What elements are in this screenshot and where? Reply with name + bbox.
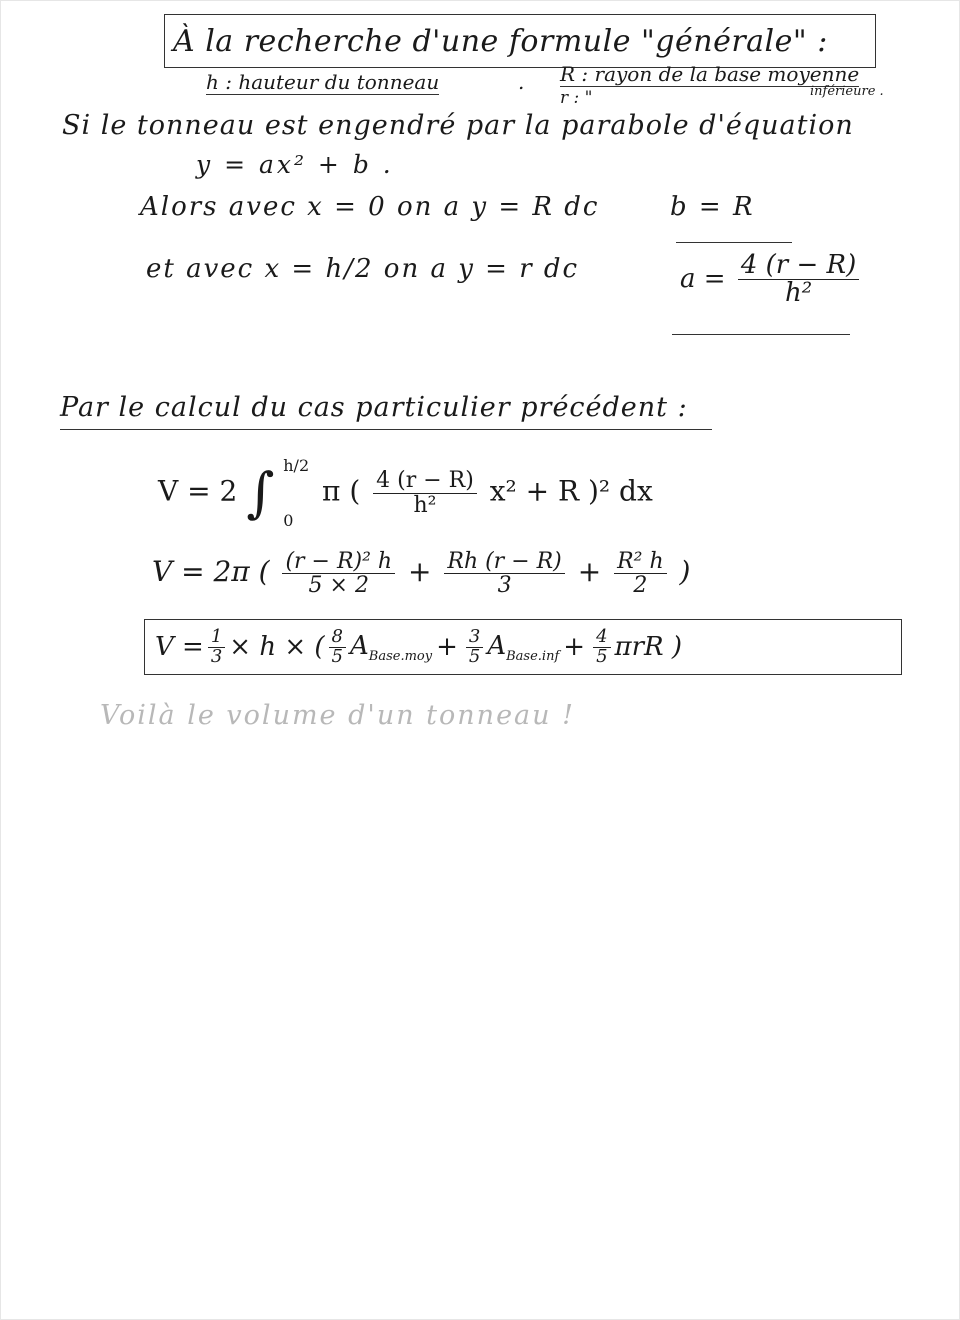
result-a <box>680 252 863 308</box>
expansion-term-1-denominator: 5 × 2 <box>308 573 369 599</box>
expansion-plus-2: + <box>577 555 602 589</box>
expansion-close: ) <box>679 555 691 589</box>
final-fraction-1 <box>208 625 225 667</box>
final-plus-1: + <box>436 632 458 662</box>
final-fraction-2-denominator: 5 <box>331 645 343 667</box>
integral-upper-limit: h/2 <box>283 456 310 475</box>
area-base-inf <box>487 631 559 664</box>
expansion-term-2-denominator: 3 <box>497 573 512 599</box>
result-a-fraction <box>738 252 859 308</box>
area-base-moy-symbol: A <box>350 630 369 661</box>
parabola-equation: y = ax² + b . <box>196 150 394 179</box>
expansion-plus-1: + <box>408 555 432 589</box>
expansion-term-3-numerator: R² h <box>614 550 667 574</box>
final-fraction-2 <box>329 625 346 667</box>
area-base-moy <box>350 631 432 664</box>
final-fraction-4-denominator: 5 <box>596 645 608 667</box>
result-a-underline <box>672 334 850 335</box>
expansion-term-2 <box>444 550 564 597</box>
final-fraction-4 <box>593 625 610 667</box>
case-x-half-h: et avec x = h/2 on a y = r dc <box>146 254 580 284</box>
definition-R: R : rayon de la base moyenne <box>560 62 860 86</box>
final-fraction-1-denominator: 3 <box>210 645 223 667</box>
integral-limits <box>283 456 309 530</box>
expansion-term-1-numerator: (r − R)² h <box>282 550 395 574</box>
final-fraction-4-numerator: 4 <box>593 628 610 648</box>
integral-lower-limit: 0 <box>283 511 294 530</box>
final-formula-box <box>144 619 902 675</box>
expansion-term-3 <box>614 550 667 597</box>
result-b: b = R <box>670 192 755 222</box>
integral-numerator: 4 (r − R) <box>373 469 477 493</box>
page-title: À la recherche d'une formule "générale" : <box>164 14 876 68</box>
integral-denominator: h² <box>413 492 437 518</box>
hypothesis-sentence: Si le tonneau est engendré par la parabole d'équation <box>62 110 854 141</box>
integral-fraction <box>373 469 477 516</box>
definition-h: h : hauteur du tonneau <box>206 70 440 94</box>
conclusion-note: Voilà le volume d'un tonneau ! <box>100 700 575 731</box>
definition-separator: . <box>518 70 525 94</box>
integral-sign-icon: ∫ <box>246 461 275 524</box>
expansion-term-2-numerator: Rh (r − R) <box>444 550 564 574</box>
section-heading: Par le calcul du cas particulier précédent : <box>60 392 712 430</box>
final-tail: πrR ) <box>614 632 683 662</box>
definition-inferieure: inférieure . <box>810 84 884 99</box>
final-fraction-1-numerator: 1 <box>208 628 225 648</box>
result-a-lhs: a = <box>680 263 726 294</box>
area-base-inf-symbol: A <box>487 630 507 661</box>
final-fraction-3-numerator: 3 <box>466 628 483 648</box>
area-base-moy-subscript: Base.moy <box>368 648 433 664</box>
final-fraction-3 <box>466 625 483 667</box>
integral-tail: x² + R )² dx <box>489 474 653 508</box>
volume-integral <box>158 456 653 530</box>
expansion-term-3-denominator: 2 <box>633 573 648 599</box>
final-plus-2: + <box>563 632 586 662</box>
integral-pi: π ( <box>322 474 361 508</box>
definition-r: r : " <box>560 88 593 108</box>
integral-lhs: V = 2 <box>158 474 238 508</box>
area-base-inf-subscript: Base.inf <box>506 648 560 664</box>
result-a-denominator: h² <box>784 278 813 309</box>
final-fraction-2-numerator: 8 <box>329 628 346 648</box>
volume-expansion <box>152 550 690 597</box>
final-fraction-3-denominator: 5 <box>468 645 481 667</box>
result-b-underline <box>676 242 792 243</box>
expansion-lhs: V = 2π ( <box>152 555 270 589</box>
case-x-zero: Alors avec x = 0 on a y = R dc <box>140 192 600 222</box>
final-mid: × h × ( <box>229 632 325 662</box>
expansion-term-1 <box>282 550 395 597</box>
final-lhs: V = <box>155 632 204 662</box>
result-a-numerator: 4 (r − R) <box>738 252 859 280</box>
